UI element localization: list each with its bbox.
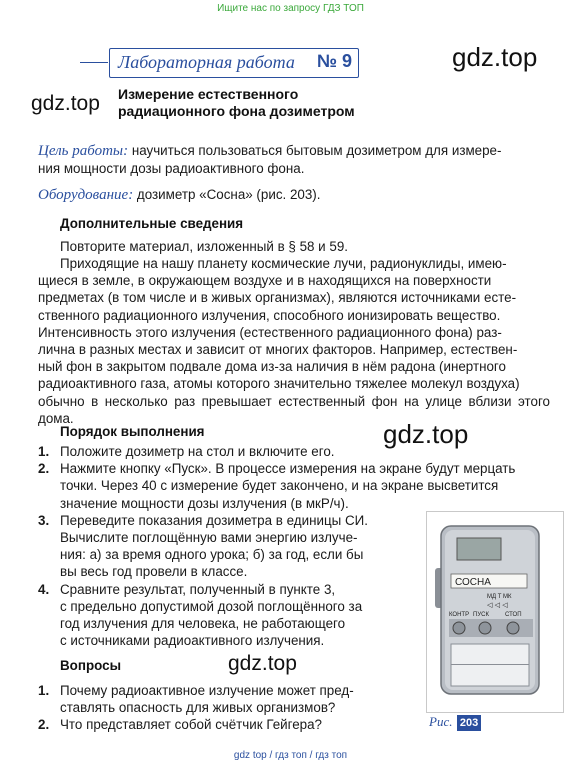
dosimeter-illustration [427,512,563,712]
paragraph-line: ный фон в закрытом подвале дома из-за наличия в нём радона (инертного [38,359,506,375]
bottom-links[interactable]: gdz top / гдз топ / гдз топ [233,750,348,761]
figure-caption [429,713,481,731]
item-line: значение мощности дозы излучения (в мкР/ч). [60,495,349,511]
item-number: 1. [38,683,50,698]
procedure-title: Порядок выполнения [60,424,205,439]
button-label: ПУСК [473,612,489,618]
paragraph-line: Интенсивность этого излучения (естественного радиационного фона) раз- [38,324,502,340]
additional-title: Дополнительные сведения [60,216,244,231]
questions-list [38,682,418,734]
list-item [38,716,418,733]
item-line: Что представляет собой счётчик Гейгера? [60,717,322,733]
item-number: 1. [38,444,50,459]
paragraph-line: Приходящие на нашу планету космические лучи, радионуклиды, имею- [60,256,507,271]
lcd-screen [457,538,501,560]
watermark: gdz.top [383,419,469,449]
item-line: Нажмите кнопку «Пуск». В процессе измерения на экране будут мерцать [60,461,516,477]
paragraph-line: ственного радиационного излучения, способного ионизировать вещество. [38,307,501,323]
stop-button [507,622,519,634]
item-line: Вычислите поглощённую вами энергию излуче- [60,530,358,546]
goal-text-2: ния мощности дозы радиоактивного фона. [38,161,305,177]
paragraph-line: радиоактивного газа, атомы которого значительно тяжелее молекул воздуха) [38,376,520,392]
paragraph-line: лична в разных местах и зависит от многих факторов. Например, естествен- [38,342,518,358]
goal-block [38,142,550,177]
figure-203 [426,511,564,713]
cover-line [451,664,529,665]
equipment-block [38,186,550,204]
watermark: gdz.top [452,42,538,72]
button-label: СТОП [505,612,522,618]
equipment-text: дозиметр «Сосна» (рис. 203). [136,187,321,202]
lab-title-box [109,48,359,78]
item-number: 2. [38,717,50,733]
item-line: точки. Через 40 с измерение будет закончено, и на экране высветится [60,478,499,494]
item-line: ставлять опасность для живых организмов? [60,700,336,716]
item-line: Переведите показания дозиметра в единицы СИ. [60,512,368,528]
start-button [479,622,491,634]
heading-line: Измерение естественного [118,86,299,102]
title-rule [80,62,108,63]
item-line: год излучения для человека, не работающего [60,616,346,632]
lab-number: № 9 [316,51,352,71]
mode-labels: МД Т МК [487,594,512,600]
equipment-label: Оборудование: [38,187,134,203]
item-line: Почему радиоактивное излучение может пред- [60,683,354,698]
paragraph-line: предметах (в том числе и в живых организмах), являются источниками есте- [38,290,517,306]
item-number: 2. [38,461,50,477]
heading-line: радиационного фона дозиметром [118,103,355,119]
list-item [38,682,418,716]
list-item [38,460,550,512]
item-line: с предельно допустимой дозой поглощённого за [60,598,363,614]
watermark: gdz.top [228,652,297,675]
item-line: Положите дозиметр на стол и включите его. [60,444,335,459]
item-line: Сравните результат, полученный в пункте 3, [60,581,336,597]
additional-p1: Повторите материал, изложенный в § 58 и 59. [60,239,348,254]
additional-p2 [38,255,550,427]
watermark: gdz.top [31,92,100,115]
item-number: 4. [38,581,50,597]
item-line: с источниками радиоактивного излучения. [60,633,325,649]
control-button [453,622,465,634]
figure-caption-label: Рис. [429,714,453,729]
item-line: ния: а) за время одного урока; б) за год, если бы [60,547,364,563]
figure-number: 203 [457,715,481,731]
page-heading [118,86,355,120]
item-line: вы весь год провели в классе. [60,564,248,580]
questions-title: Вопросы [60,658,122,673]
lab-title: Лабораторная работа [118,52,295,72]
button-label: КОНТР [449,612,470,618]
top-search-hint[interactable]: Ищите нас по запросу ГДЗ ТОП [217,3,364,14]
brand-label: СОСНА [455,577,491,588]
goal-label: Цель работы: [38,143,129,159]
item-number: 3. [38,512,50,528]
list-item [38,443,550,460]
goal-text: научиться пользоваться бытовым дозиметром для измере- [131,143,502,158]
mode-arrows: ◁ ◁ ◁ [487,601,508,609]
paragraph-line: щиеся в земле, в окружающем воздухе и в находящихся на поверхности [38,273,492,289]
paragraph-line: обычно в несколько раз превышает естественный фон на улице вблизи этого дома. [38,393,550,426]
